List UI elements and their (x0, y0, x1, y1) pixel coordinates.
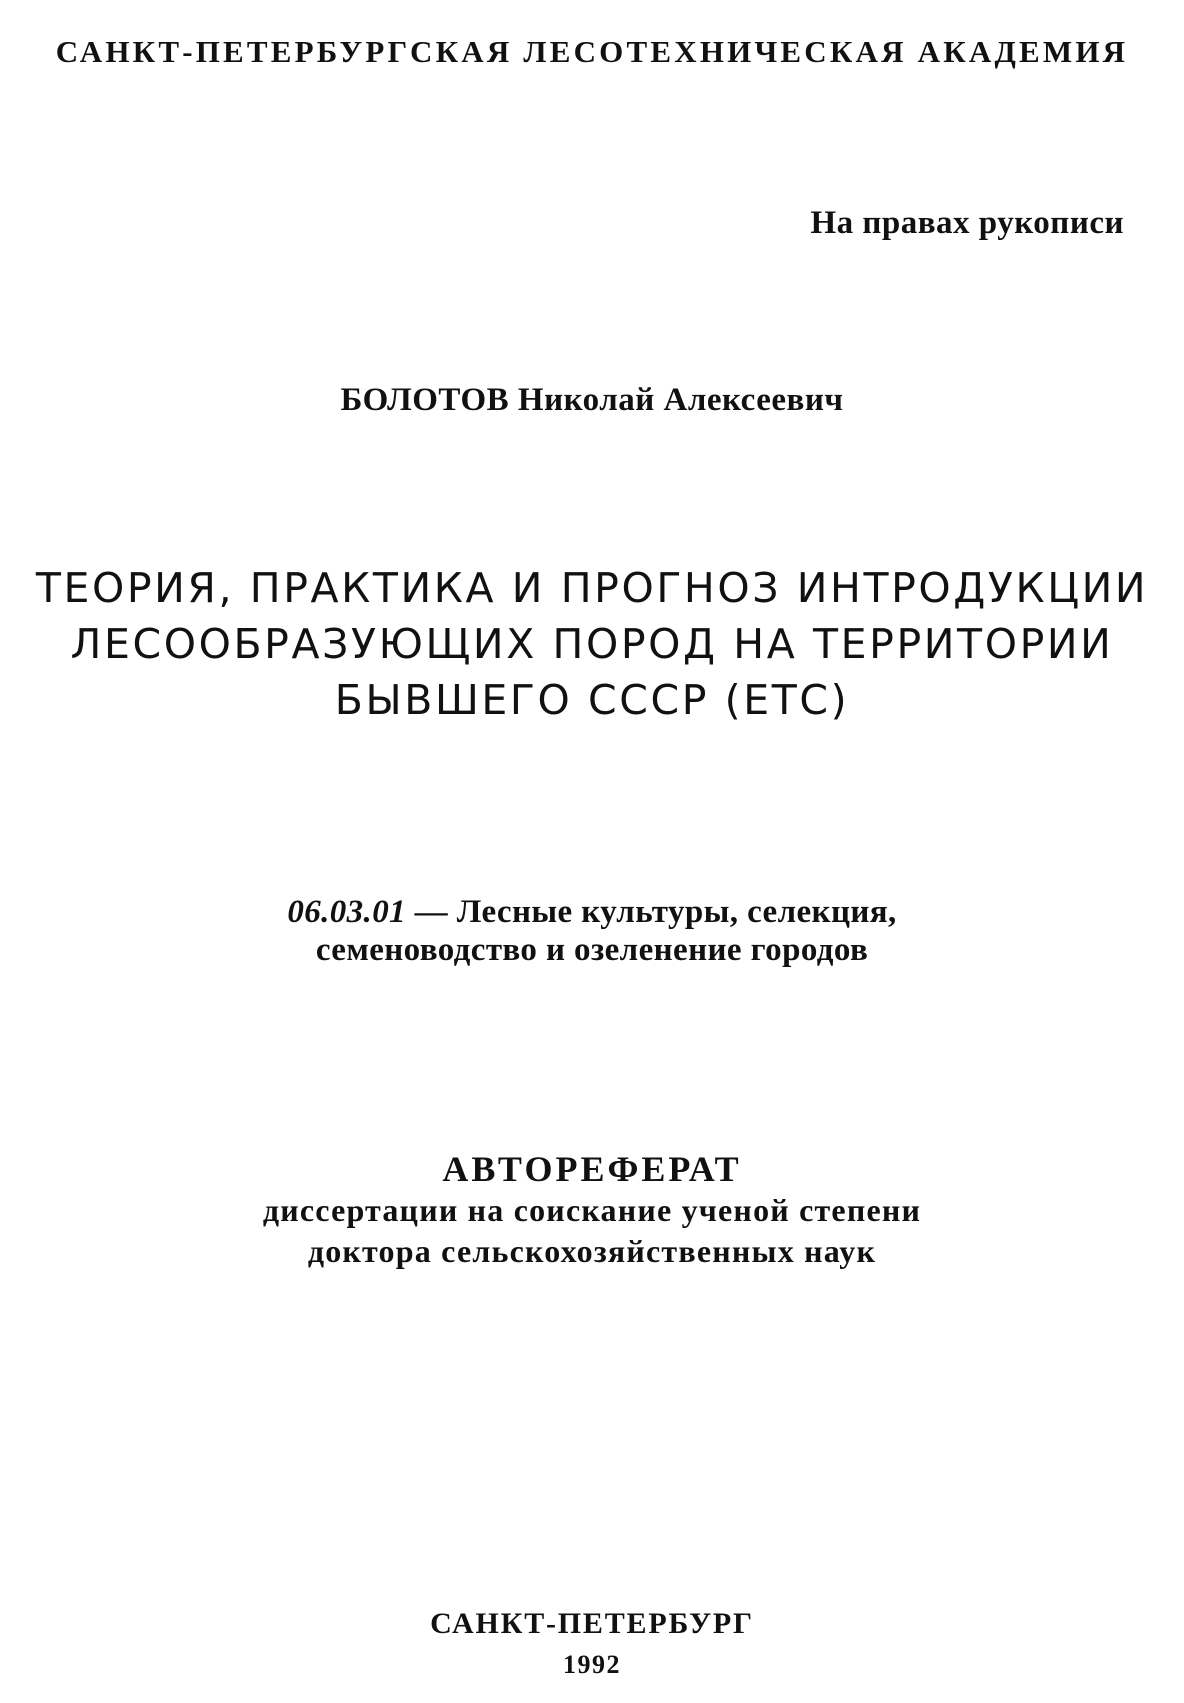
dissertation-title (0, 560, 1184, 728)
title-line-2: ЛЕСООБРАЗУЮЩИХ ПОРОД НА ТЕРРИТОРИИ (70, 620, 1114, 668)
publication-year: 1992 (563, 1650, 621, 1679)
title-line-3: БЫВШЕГО СССР (ЕТС) (334, 676, 850, 724)
specialty-line-2: семеноводство и озеленение городов (315, 932, 869, 968)
specialty-code: 06.03.01 (287, 894, 407, 930)
degree-line-1: диссертации на соискание ученой степени (262, 1192, 922, 1228)
specialty-block (0, 893, 1184, 969)
institution-name: САНКТ-ПЕТЕРБУРГСКАЯ ЛЕСОТЕХНИЧЕСКАЯ АКАДЕМИЯ (55, 34, 1129, 69)
manuscript-note: На правах рукописи (810, 205, 1124, 241)
specialty-line-1 (0, 893, 1184, 931)
degree-line-2: доктора сельскохозяйственных наук (307, 1233, 877, 1269)
degree-description (0, 1190, 1184, 1272)
author-name: БОЛОТОВ Николай Алексеевич (340, 382, 844, 418)
document-type: АВТОРЕФЕРАТ (442, 1149, 742, 1189)
title-line-1: ТЕОРИЯ, ПРАКТИКА И ПРОГНОЗ ИНТРОДУКЦИИ (35, 564, 1149, 612)
specialty-name-part-1: — Лесные культуры, селекция, (406, 894, 897, 930)
publication-city: САНКТ-ПЕТЕРБУРГ (430, 1607, 754, 1640)
